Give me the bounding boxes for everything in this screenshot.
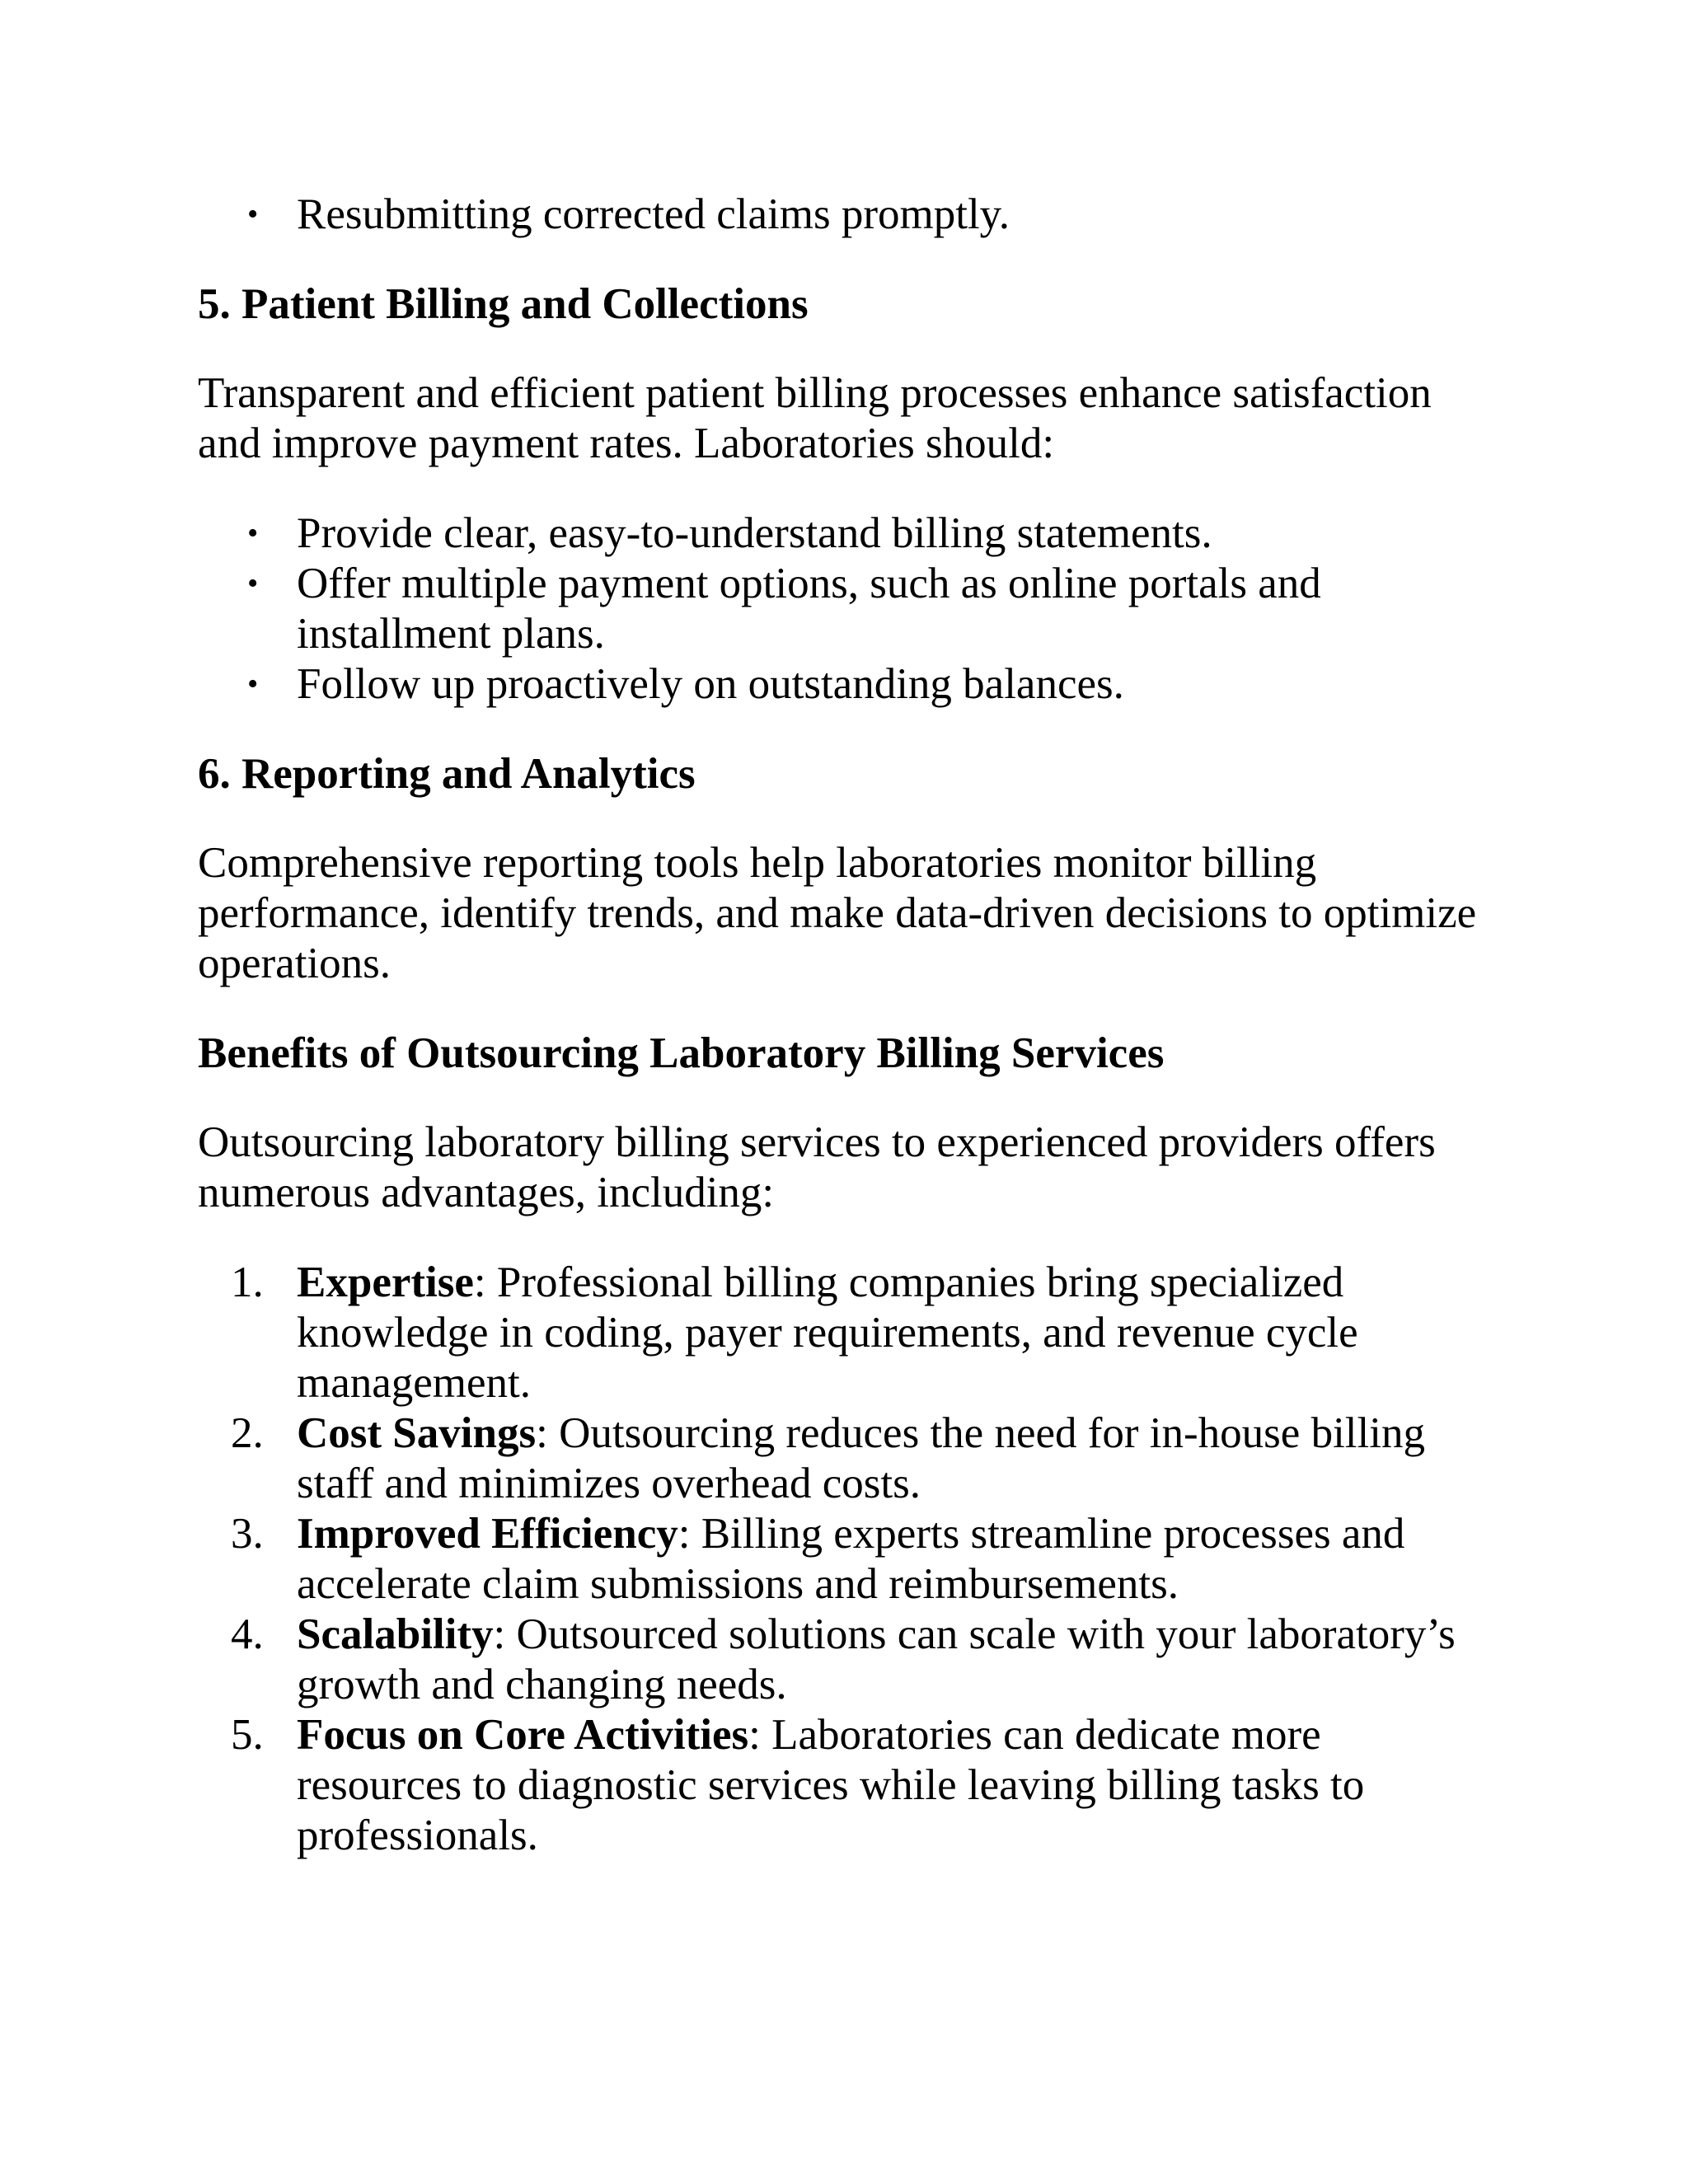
list-item-text: Provide clear, easy-to-understand billing statements. — [297, 509, 1212, 557]
list-number: 5. — [231, 1711, 264, 1759]
list-item-text: Follow up proactively on outstanding balances. — [297, 660, 1124, 708]
section-heading-reporting: 6. Reporting and Analytics — [198, 750, 696, 798]
list-number: 2. — [231, 1409, 264, 1457]
list-item — [198, 659, 1484, 710]
list-item — [198, 559, 1484, 659]
benefit-term: Improved Efficiency — [297, 1510, 678, 1558]
benefit-description: : Outsourced solutions can scale with your laboratory’s growth and changing needs. — [297, 1610, 1456, 1708]
list-item — [198, 1610, 1484, 1710]
list-item — [198, 190, 1484, 240]
benefits-numbered-list — [198, 1258, 1484, 1861]
list-item — [198, 1258, 1484, 1408]
list-item — [198, 1408, 1484, 1509]
list-number: 1. — [231, 1258, 264, 1306]
list-number: 3. — [231, 1510, 264, 1558]
list-item-text: Resubmitting corrected claims promptly. — [297, 190, 1010, 238]
bullet-marker: • — [247, 516, 259, 551]
page-content — [198, 190, 1484, 1861]
list-item — [198, 509, 1484, 559]
benefit-term: Cost Savings — [297, 1409, 537, 1457]
benefit-description: : Billing experts streamline processes and accelerate claim submissions and reimbursements. — [297, 1510, 1405, 1608]
list-item — [198, 1710, 1484, 1861]
list-number: 4. — [231, 1610, 264, 1658]
benefit-description: : Laboratories can dedicate more resources to diagnostic services while leaving billing tasks to professionals. — [297, 1711, 1365, 1859]
bullet-marker: • — [247, 566, 259, 601]
list-item-text: Offer multiple payment options, such as online portals and installment plans. — [297, 560, 1321, 658]
benefit-term: Focus on Core Activities — [297, 1711, 749, 1759]
top-bullet-list — [198, 190, 1484, 240]
section-heading-patient-billing: 5. Patient Billing and Collections — [198, 280, 809, 328]
list-item — [198, 1509, 1484, 1610]
benefit-term: Scalability — [297, 1610, 494, 1658]
section-paragraph-patient-billing: Transparent and efficient patient billing processes enhance satisfaction and improve payment rates. Laboratories should: — [198, 369, 1432, 467]
bullet-marker: • — [247, 667, 259, 701]
patient-billing-bullet-list — [198, 509, 1484, 710]
benefit-description: : Outsourcing reduces the need for in-house billing staff and minimizes overhead costs. — [297, 1409, 1425, 1507]
bullet-marker: • — [247, 197, 259, 232]
section-heading-benefits: Benefits of Outsourcing Laboratory Billing Services — [198, 1029, 1165, 1077]
benefit-term: Expertise — [297, 1258, 474, 1306]
section-paragraph-benefits: Outsourcing laboratory billing services to experienced providers offers numerous advantages, including: — [198, 1118, 1436, 1216]
benefit-description: : Professional billing companies bring specialized knowledge in coding, payer requirements, and revenue cycle management. — [297, 1258, 1358, 1407]
section-paragraph-reporting: Comprehensive reporting tools help laboratories monitor billing performance, identify trends, and make data-driven decisions to optimize operations. — [198, 839, 1477, 987]
